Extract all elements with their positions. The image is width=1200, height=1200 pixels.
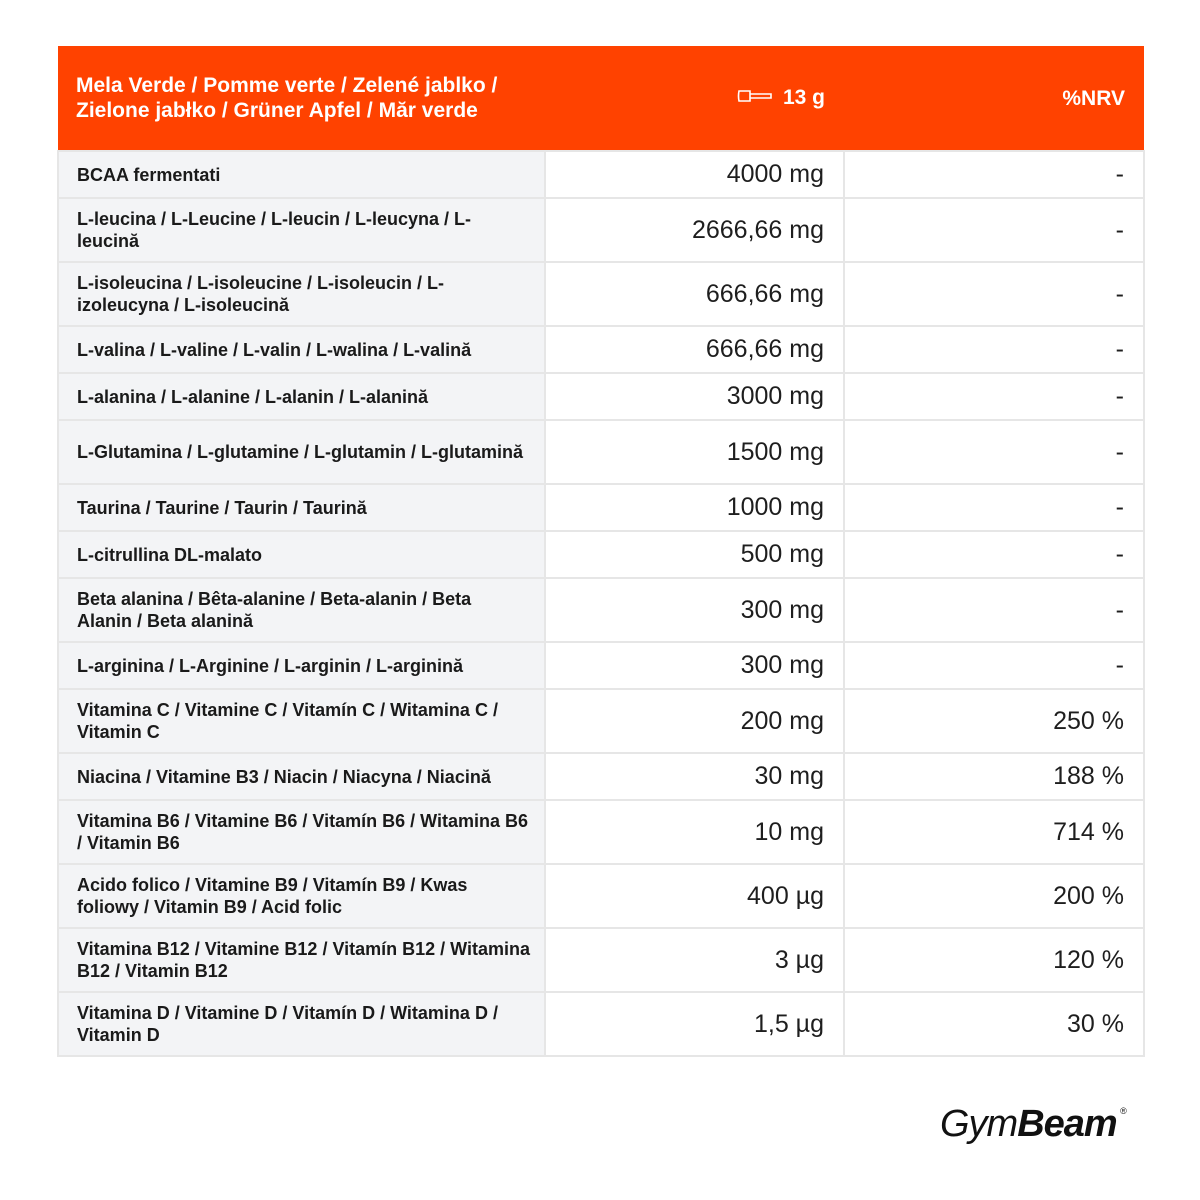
ingredient-amount: 300 mg [545,642,844,689]
table-row [58,689,1144,753]
table-row [58,753,1144,800]
serving-size: 13 g [782,86,825,110]
table-row [58,992,1144,1056]
ingredient-amount: 30 mg [545,753,844,800]
table-row [58,864,1144,928]
ingredient-nrv: 250 % [844,689,1144,753]
table-row [58,151,1144,198]
ingredient-nrv: - [844,151,1144,198]
ingredient-name: L-alanina / L-alanine / L-alanin / L-alanină [58,373,545,420]
ingredient-name: Vitamina C / Vitamine C / Vitamín C / Witamina C / Vitamin C [58,689,545,753]
ingredient-amount: 666,66 mg [545,326,844,373]
ingredient-nrv: - [844,531,1144,578]
ingredient-amount: 200 mg [545,689,844,753]
logo-text-gym: Gym [940,1103,1018,1145]
scoop-icon [737,84,773,109]
ingredient-amount: 10 mg [545,800,844,864]
gymbeam-logo [940,1103,1127,1145]
ingredient-nrv: - [844,642,1144,689]
table-row [58,578,1144,642]
ingredient-name: Acido folico / Vitamine B9 / Vitamín B9 / Kwas foliowy / Vitamin B9 / Acid folic [58,864,545,928]
ingredient-name: L-leucina / L-Leucine / L-leucin / L-leucyna / L-leucină [58,198,545,262]
ingredient-amount: 300 mg [545,578,844,642]
ingredient-amount: 1000 mg [545,484,844,531]
ingredient-nrv: - [844,373,1144,420]
ingredient-amount: 3000 mg [545,373,844,420]
ingredient-nrv: - [844,198,1144,262]
table-row [58,800,1144,864]
ingredient-amount: 1500 mg [545,420,844,484]
ingredient-nrv: 120 % [844,928,1144,992]
ingredient-name: L-valina / L-valine / L-valin / L-walina / L-valină [58,326,545,373]
nutrition-table-container [57,46,1143,1057]
nutrition-table [57,46,1145,1057]
ingredient-nrv: 200 % [844,864,1144,928]
ingredient-name: BCAA fermentati [58,151,545,198]
table-row [58,531,1144,578]
nrv-header: %NRV [844,46,1144,151]
table-row [58,484,1144,531]
table-row [58,373,1144,420]
ingredient-amount: 3 µg [545,928,844,992]
ingredient-nrv: - [844,484,1144,531]
ingredient-nrv: - [844,326,1144,373]
table-row [58,928,1144,992]
ingredient-nrv: - [844,578,1144,642]
ingredient-amount: 2666,66 mg [545,198,844,262]
table-header [58,46,1144,151]
ingredient-nrv: 188 % [844,753,1144,800]
ingredient-name: Taurina / Taurine / Taurin / Taurină [58,484,545,531]
ingredient-name: Niacina / Vitamine B3 / Niacin / Niacyna / Niacină [58,753,545,800]
ingredient-amount: 666,66 mg [545,262,844,326]
table-body [58,151,1144,1056]
ingredient-name: Vitamina D / Vitamine D / Vitamín D / Witamina D / Vitamin D [58,992,545,1056]
ingredient-name: L-Glutamina / L-glutamine / L-glutamin / L-glutamină [58,420,545,484]
table-row [58,326,1144,373]
ingredient-nrv: - [844,262,1144,326]
header-row [58,46,1144,151]
ingredient-name: Vitamina B6 / Vitamine B6 / Vitamín B6 / Witamina B6 / Vitamin B6 [58,800,545,864]
ingredient-amount: 400 µg [545,864,844,928]
ingredient-amount: 500 mg [545,531,844,578]
ingredient-name: Vitamina B12 / Vitamine B12 / Vitamín B12 / Witamina B12 / Vitamin B12 [58,928,545,992]
serving-header [545,46,844,151]
ingredient-amount: 4000 mg [545,151,844,198]
ingredient-name: Beta alanina / Bêta-alanine / Beta-alanin / Beta Alanin / Beta alanină [58,578,545,642]
table-row [58,420,1144,484]
ingredient-nrv: - [844,420,1144,484]
ingredient-nrv: 30 % [844,992,1144,1056]
ingredient-name: L-citrullina DL-malato [58,531,545,578]
table-row [58,262,1144,326]
logo-text-beam: Beam [1017,1103,1117,1145]
table-row [58,642,1144,689]
registered-mark: ® [1120,1106,1127,1116]
ingredient-name: L-isoleucina / L-isoleucine / L-isoleucin / L-izoleucyna / L-isoleucină [58,262,545,326]
ingredient-nrv: 714 % [844,800,1144,864]
table-row [58,198,1144,262]
ingredient-name: L-arginina / L-Arginine / L-arginin / L-arginină [58,642,545,689]
ingredient-amount: 1,5 µg [545,992,844,1056]
flavor-header: Mela Verde / Pomme verte / Zelené jablko / Zielone jabłko / Grüner Apfel / Măr verde [58,46,545,151]
